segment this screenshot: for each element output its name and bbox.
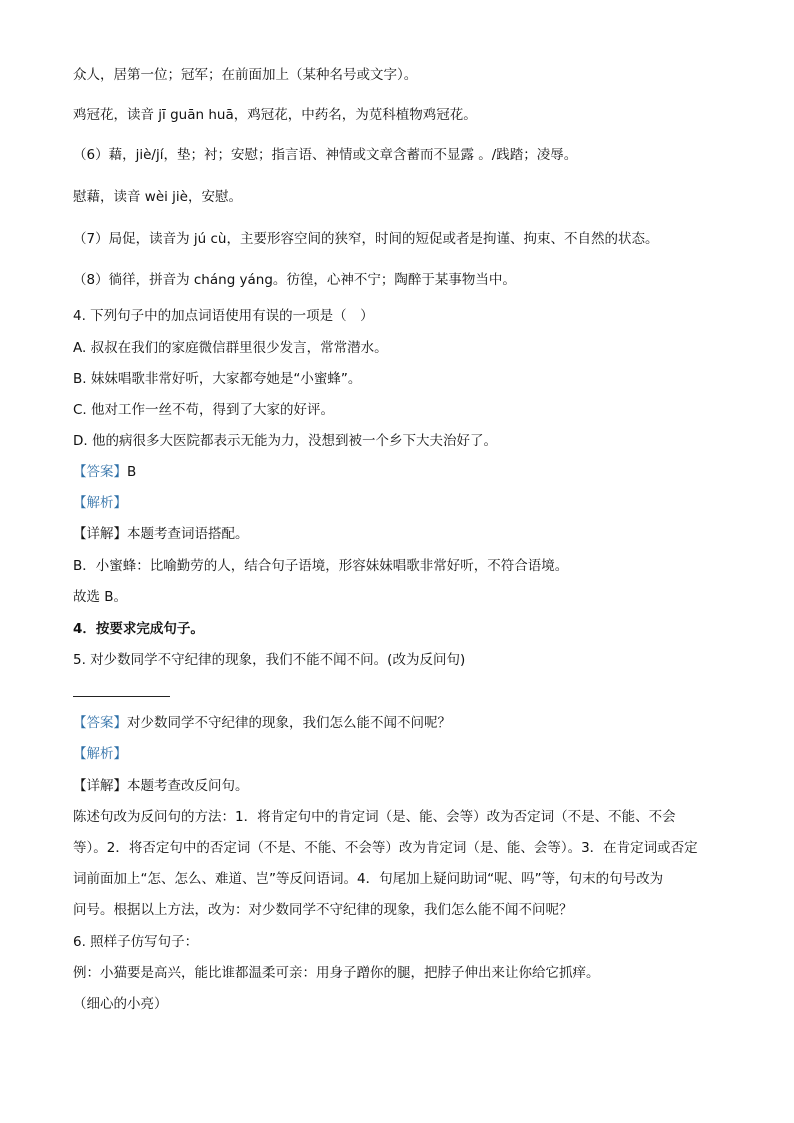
question-4-conclusion: 故选 B。	[73, 589, 128, 605]
detail-text: 本题考查词语搭配。	[127, 526, 249, 542]
text-line: 鸡冠花，读音 jī guān huā，鸡冠花，中药名，为苋科植物鸡冠花。	[73, 107, 477, 123]
question-4-option-b: B. 妹妹唱歌非常好听，大家都夸她是“小蜜蜂”。	[73, 371, 362, 387]
question-6-example: 例：小猫要是高兴，能比谁都温柔可亲：用身子蹭你的腿，把脖子伸出来让你给它抓痒。	[73, 965, 600, 981]
question-5-detail	[73, 777, 723, 795]
question-5-answer	[73, 714, 723, 732]
detail-text: 本题考查改反问句。	[127, 778, 249, 794]
question-5-method-line: 问号。根据以上方法，改为：对少数同学不守纪律的现象，我们怎么能不闻不问呢？	[73, 902, 573, 918]
text-line: 众人，居第一位；冠军；在前面加上（某种名号或文字）。	[73, 67, 418, 83]
question-5-method-line: 词前面加上“怎、怎么、难道、岂”等反问语词。4．句尾加上疑问助词“呢、吗”等，句末的句号改为	[73, 871, 664, 887]
analysis-tag: 【解析】	[73, 746, 127, 762]
section-title: 4．按要求完成句子。	[73, 621, 204, 637]
question-5-stem: 5. 对少数同学不守纪律的现象，我们不能不闻不问。(改为反问句)	[73, 652, 466, 668]
question-5-method-line: 等）。2．将否定句中的否定词（不是、不能、不会等）改为肯定词（是、能、会等）。3．在肯定词或否定	[73, 840, 698, 856]
answer-value: B	[127, 464, 137, 480]
answer-tag: 【答案】	[73, 464, 127, 480]
question-4-option-a: A. 叔叔在我们的家庭微信群里很少发言，常常潜水。	[73, 340, 388, 356]
detail-tag: 【详解】	[73, 526, 127, 542]
answer-blank-line	[73, 696, 170, 697]
answer-tag: 【答案】	[73, 715, 127, 731]
question-4-explanation: B．小蜜蜂：比喻勤劳的人，结合句子语境，形容妹妹唱歌非常好听，不符合语境。	[73, 558, 569, 574]
question-4-analysis	[73, 494, 723, 512]
question-5-method-line: 陈述句改为反问句的方法：1．将肯定句中的肯定词（是、能、会等）改为否定词（不是、不能、不会	[73, 809, 676, 825]
analysis-tag: 【解析】	[73, 495, 127, 511]
question-4-answer	[73, 463, 723, 481]
question-6-stem: 6. 照样子仿写句子：	[73, 934, 199, 950]
question-4-option-d: D. 他的病很多大医院都表示无能为力，没想到被一个乡下大夫治好了。	[73, 433, 497, 449]
text-line: （8）徜徉，拼音为 cháng yáng。彷徨，心神不宁；陶醉于某事物当中。	[73, 272, 516, 288]
text-line: （7）局促，读音为 jú cù，主要形容空间的狭窄，时间的短促或者是拘谨、拘束、不自然的状态。	[73, 231, 659, 247]
question-4-option-c: C. 他对工作一丝不苟，得到了大家的好评。	[73, 402, 335, 418]
question-4-detail	[73, 525, 723, 543]
detail-tag: 【详解】	[73, 778, 127, 794]
question-6-prompt: （细心的小亮）	[73, 996, 168, 1012]
text-line: 慰藉，读音 wèi jiè，安慰。	[73, 189, 242, 205]
answer-value: 对少数同学不守纪律的现象，我们怎么能不闻不问呢？	[127, 715, 451, 731]
question-4-stem: 4. 下列句子中的加点词语使用有误的一项是（ ）	[73, 308, 374, 324]
question-5-analysis	[73, 745, 723, 763]
text-line: （6）藉，jiè/jí，垫；衬；安慰；指言语、神情或文章含蓄而不显露 。/践踏；凌辱。	[73, 147, 578, 163]
